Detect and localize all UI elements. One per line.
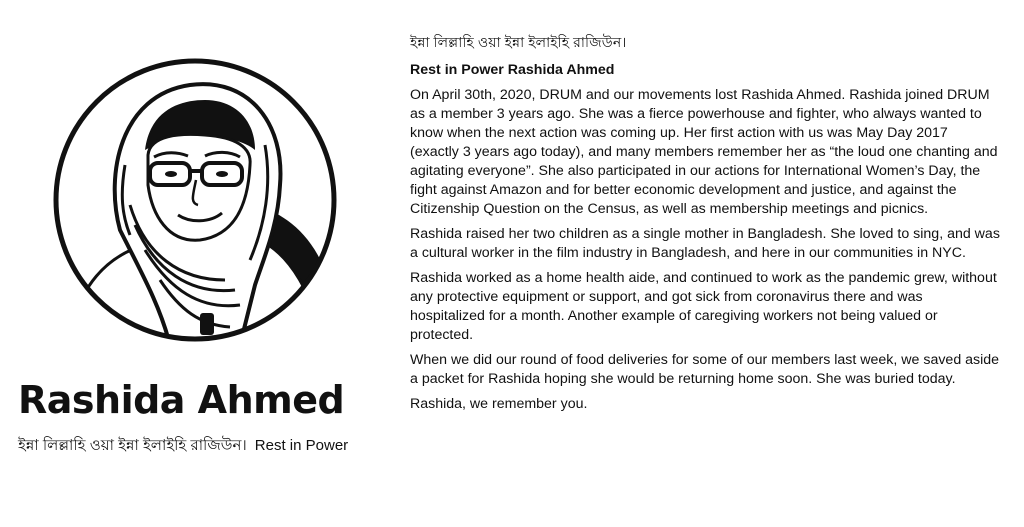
portrait-illustration [50,55,340,345]
memorial-subtitle [18,434,378,459]
article [410,34,1000,420]
article-paragraph: Rashida, we remember you. [410,396,588,412]
article-paragraph: Rashida raised her two children as a single mother in Bangladesh. She loved to sing, and was a cultural worker in the film industry in Bangladesh, and here in our communities in NYC. [410,226,1000,261]
article-heading: Rest in Power Rashida Ahmed [410,62,615,78]
article-paragraph: Rashida worked as a home health aide, and continued to work as the pandemic grew, without any protective equipment or support, and got sick from coronavirus there and was hospitalized for a month. Another example of caregiving workers not being valued or protected. [410,270,997,343]
memorial-tagline: Rest in Power [254,437,349,454]
memorial-bengali-phrase: ইন্না লিল্লাহি ওয়া ইন্না ইলাইহি রাজিউন। [18,437,247,454]
article-paragraph: When we did our round of food deliveries for some of our members last week, we saved aside a packet for Rashida hoping she would be returning home soon. She was buried today. [410,352,1000,387]
article-bengali-line: ইন্না লিল্লাহি ওয়া ইন্না ইলাইহি রাজিউন। [410,35,627,51]
article-paragraph: On April 30th, 2020, DRUM and our movements lost Rashida Ahmed. Rashida joined DRUM as a member 3 years ago. She was a fierce powerhouse and fighter, who always wanted to know when the next action was coming up. Her first action with us was May Day 2017 (exactly 3 years ago today), and many members remember her as “the loud one chanting and agitating everyone”. She also participated in our actions for International Women’s Day, the fight against Amazon and for better economic development and justice, and against the Citizenship Question on the Census, as well as membership meetings and picnics. [410,87,998,217]
memorial-card [0,0,385,527]
memorial-name: Rashida Ahmed [18,378,345,422]
